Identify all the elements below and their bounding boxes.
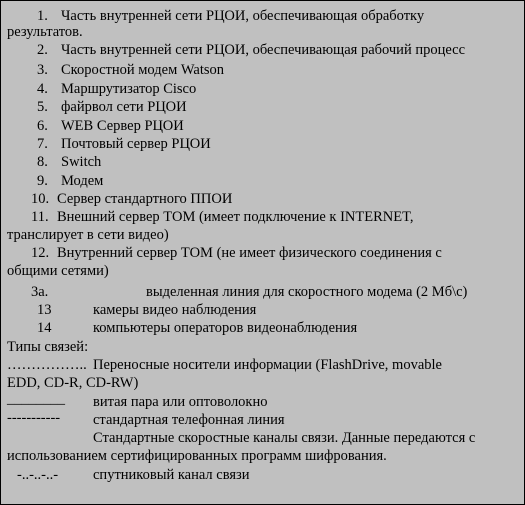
item-8-text: Switch xyxy=(61,154,102,170)
item-3a-number: 3а. xyxy=(31,284,49,300)
item-7-number: 7. xyxy=(37,136,48,152)
item-2-number: 2. xyxy=(37,42,48,58)
connection-1-text: Переносные носители информации (FlashDrive, movable xyxy=(93,357,442,373)
item-2-text: Часть внутренней сети РЦОИ, обеспечивающая рабочий процесс xyxy=(61,42,466,58)
item-4-text: Маршрутизатор Cisco xyxy=(61,81,197,97)
connection-3-symbol: ----------- xyxy=(7,410,61,426)
item-5-number: 5. xyxy=(37,99,48,115)
item-5-text: файрвол сети РЦОИ xyxy=(61,99,187,115)
connection-5-symbol: -..-..-..- xyxy=(17,467,59,483)
item-7-text: Почтовый сервер РЦОИ xyxy=(61,136,211,152)
item-4-number: 4. xyxy=(37,81,48,97)
item-14-text: компьютеры операторов видеонаблюдения xyxy=(93,320,358,336)
connection-1-continuation: EDD, CD-R, CD-RW) xyxy=(7,375,139,391)
item-10-text: Сервер стандартного ППОИ xyxy=(57,191,233,207)
item-11-number: 11. xyxy=(31,209,49,225)
connection-2-symbol: ________ xyxy=(7,391,65,407)
item-11-continuation: транслирует в сети видео) xyxy=(7,227,169,243)
item-8-number: 8. xyxy=(37,154,48,170)
item-11-text: Внешний сервер ТОМ (имеет подключение к INTERNET, xyxy=(57,209,414,225)
connections-title: Типы связей: xyxy=(7,339,89,355)
connection-2-text: витая пара или оптоволокно xyxy=(93,394,268,410)
connection-1-symbol: …………….. xyxy=(7,357,87,373)
item-3-text: Скоростной модем Watson xyxy=(61,62,225,78)
item-1-number: 1. xyxy=(37,8,48,24)
item-9-number: 9. xyxy=(37,173,48,189)
item-9-text: Модем xyxy=(61,173,104,189)
item-10-number: 10. xyxy=(31,191,50,207)
connection-5-text: спутниковый канал связи xyxy=(93,467,250,483)
item-1-text: Часть внутренней сети РЦОИ, обеспечивающая обработку xyxy=(61,8,425,24)
item-13-number: 13 xyxy=(37,302,52,318)
item-6-text: WEB Сервер РЦОИ xyxy=(61,118,184,134)
item-3-number: 3. xyxy=(37,62,48,78)
connection-3-text: стандартная телефонная линия xyxy=(93,412,285,428)
item-14-number: 14 xyxy=(37,320,52,336)
item-12-number: 12. xyxy=(31,245,50,261)
item-12-continuation: общими сетями) xyxy=(7,263,109,279)
item-1-continuation: результатов. xyxy=(7,24,83,40)
item-6-number: 6. xyxy=(37,118,48,134)
connection-4-continuation: использованием сертифицированных программ шифрования. xyxy=(7,448,387,464)
connection-4-text: Стандартные скоростные каналы связи. Данные передаются с xyxy=(93,430,476,446)
item-12-text: Внутренний сервер ТОМ (не имеет физического соединения с xyxy=(57,245,442,261)
item-3a-text: выделенная линия для скоростного модема (2 Мб\с) xyxy=(146,284,468,300)
item-13-text: камеры видео наблюдения xyxy=(93,302,257,318)
